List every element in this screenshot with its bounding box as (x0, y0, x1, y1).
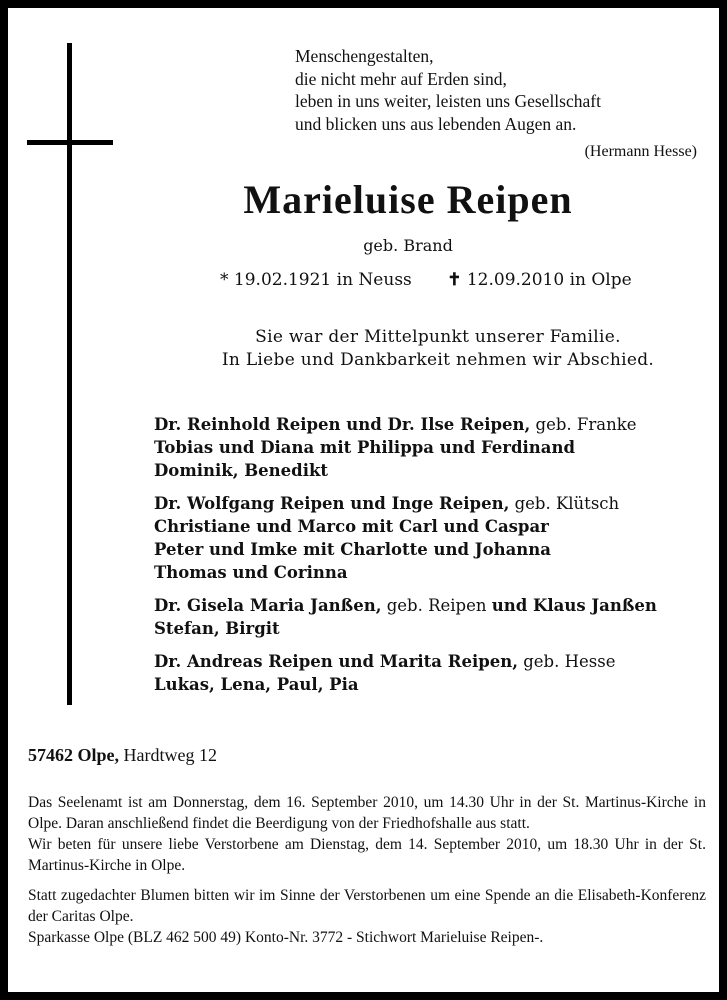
family-member-row: Stefan, Birgit (154, 619, 280, 638)
obituary-notice (8, 8, 719, 992)
donation-info: Statt zugedachter Blumen bitten wir im Sinne der Verstorbenen um eine Spende an die Elisabeth-Konferenz der Caritas Olpe. (28, 887, 706, 925)
cross-icon-horizontal (27, 140, 113, 145)
poem-line: Menschengestalten, (295, 46, 434, 66)
poem-author: (Hermann Hesse) (584, 143, 697, 160)
birth-star-icon: * (220, 270, 229, 290)
family-group (154, 650, 719, 696)
birth-date: * 19.02.1921 in Neuss (220, 270, 412, 290)
poem-line: und blicken uns aus lebenden Augen an. (295, 113, 577, 134)
family-member-row: Dominik, Benedikt (154, 461, 329, 480)
family-head: Dr. Gisela Maria Janßen, geb. Reipen und Klaus Janßen (154, 596, 657, 615)
deceased-name: Marieluise Reipen (243, 177, 573, 222)
family-group (154, 594, 719, 640)
family-head: Dr. Reinhold Reipen und Dr. Ilse Reipen, geb. Franke (154, 415, 637, 434)
family-address (28, 745, 217, 766)
family-group (154, 413, 719, 482)
death-date: ✝ 12.09.2010 in Olpe (447, 270, 632, 290)
maiden-name: geb. Brand (363, 236, 453, 255)
family-group (154, 492, 719, 584)
motto-line: Sie war der Mittelpunkt unserer Familie. (255, 327, 621, 347)
family-head: Dr. Andreas Reipen und Marita Reipen, geb. Hesse (154, 652, 616, 671)
motto-line: In Liebe und Dankbarkeit nehmen wir Abschied. (221, 350, 655, 370)
dagger-cross-icon: ✝ (447, 270, 462, 290)
address-street: Hardtweg 12 (119, 745, 217, 765)
prayer-info: Wir beten für unsere liebe Verstorbene am Dienstag, dem 14. September 2010, um 18.30 Uhr in der St. Martinus-Kirche in Olpe. (28, 836, 706, 874)
family-member-row: Lukas, Lena, Paul, Pia (154, 675, 359, 694)
funeral-notice (28, 792, 706, 948)
life-dates (220, 270, 660, 290)
family-member-row: Thomas und Corinna (154, 563, 348, 582)
poem-quote (295, 45, 700, 164)
bank-info: Sparkasse Olpe (BLZ 462 500 49) Konto-Nr. 3772 - Stichwort Marieluise Reipen-. (28, 929, 544, 946)
family-head: Dr. Wolfgang Reipen und Inge Reipen, geb. Klütsch (154, 494, 620, 513)
service-info: Das Seelenamt ist am Donnerstag, dem 16. September 2010, um 14.30 Uhr in der St. Martinus-Kirche in Olpe. Daran anschließend findet die Beerdigung von der Friedhofshalle aus statt. (28, 794, 706, 832)
poem-line: die nicht mehr auf Erden sind, (295, 68, 507, 89)
farewell-motto (158, 326, 718, 372)
family-member-row: Peter und Imke mit Charlotte und Johanna (154, 540, 551, 559)
address-city: 57462 Olpe, (28, 745, 120, 765)
family-member-row: Christiane und Marco mit Carl und Caspar (154, 517, 549, 536)
mourners-list (154, 413, 719, 706)
family-member-row: Tobias und Diana mit Philippa und Ferdinand (154, 438, 576, 457)
poem-line: leben in uns weiter, leisten uns Gesellschaft (295, 91, 601, 111)
